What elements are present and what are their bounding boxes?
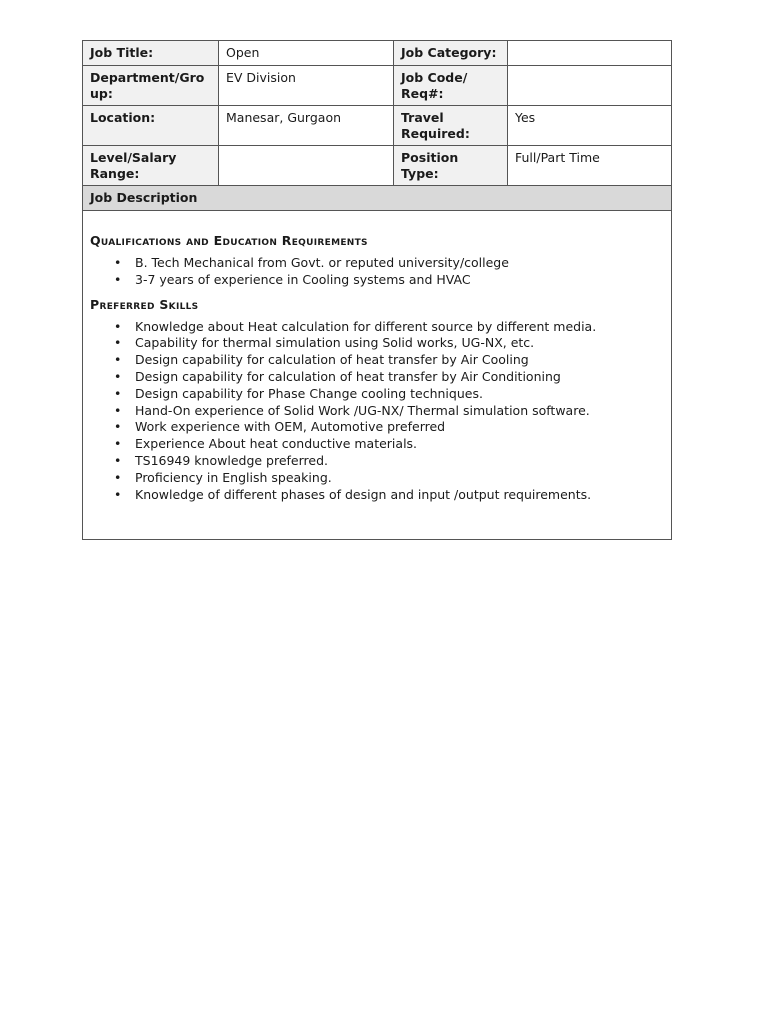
table-row (83, 41, 672, 66)
skill-text: TS16949 knowledge preferred. (135, 452, 328, 468)
bullet-icon: • (114, 469, 122, 485)
bullet-icon: • (114, 385, 122, 401)
job-description-header: Job Description (83, 186, 672, 211)
bullet-icon: • (114, 352, 122, 368)
skill-text: Hand-On experience of Solid Work /UG-NX/ Thermal simulation software. (135, 402, 590, 418)
skill-text: Experience About heat conductive materials. (135, 436, 418, 452)
qualifications-heading: Qualifications and Education Requirements (90, 233, 368, 248)
job-category-value (508, 41, 672, 66)
skill-text: Design capability for calculation of heat transfer by Air Cooling (135, 352, 529, 368)
list-item (90, 272, 664, 289)
list-item (90, 419, 664, 436)
location-label: Location: (83, 106, 219, 146)
job-code-value (508, 66, 672, 106)
job-title-value: Open (219, 41, 394, 66)
position-type-value: Full/Part Time (508, 146, 672, 186)
list-item (90, 386, 664, 403)
level-salary-value (219, 146, 394, 186)
list-item (90, 255, 664, 272)
list-item (90, 470, 664, 487)
job-category-label: Job Category: (394, 41, 508, 66)
bullet-icon: • (114, 419, 122, 435)
job-description-body (83, 211, 672, 540)
skill-text: Knowledge about Heat calculation for different source by different media. (135, 318, 597, 334)
table-row (83, 106, 672, 146)
bullet-icon: • (114, 486, 122, 502)
skill-text: Capability for thermal simulation using Solid works, UG-NX, etc. (135, 335, 535, 351)
qualification-text: 3-7 years of experience in Cooling systems and HVAC (135, 271, 471, 287)
list-item (90, 436, 664, 453)
job-description-header-row (83, 186, 672, 211)
department-value: EV Division (219, 66, 394, 106)
table-row (83, 66, 672, 106)
list-item (90, 335, 664, 352)
position-type-label: Position Type: (394, 146, 508, 186)
department-label: Department/Gro up: (83, 66, 219, 106)
bullet-icon: • (114, 335, 122, 351)
bullet-icon: • (114, 271, 122, 287)
list-item (90, 369, 664, 386)
job-title-label: Job Title: (83, 41, 219, 66)
list-item (90, 319, 664, 336)
preferred-skills-heading: Preferred Skills (90, 296, 199, 312)
list-item (90, 352, 664, 369)
skill-text: Design capability for calculation of heat transfer by Air Conditioning (135, 368, 561, 384)
bullet-icon: • (114, 255, 122, 270)
bullet-icon: • (114, 436, 122, 452)
table-row (83, 146, 672, 186)
job-details-table (82, 40, 672, 540)
bullet-icon: • (114, 452, 122, 468)
travel-required-value: Yes (508, 106, 672, 146)
job-description-body-row (83, 211, 672, 540)
list-item (90, 487, 664, 504)
list-item (90, 403, 664, 420)
bullet-icon: • (114, 318, 122, 334)
list-item (90, 453, 664, 470)
bullet-icon: • (114, 402, 122, 418)
location-value: Manesar, Gurgaon (219, 106, 394, 146)
job-code-label: Job Code/ Req#: (394, 66, 508, 106)
qualifications-list (90, 255, 664, 289)
skill-text: Knowledge of different phases of design and input /output requirements. (135, 486, 592, 502)
bullet-icon: • (114, 368, 122, 384)
skill-text: Design capability for Phase Change cooling techniques. (135, 385, 483, 401)
level-salary-label: Level/Salary Range: (83, 146, 219, 186)
skill-text: Proficiency in English speaking. (135, 469, 332, 485)
skill-text: Work experience with OEM, Automotive preferred (135, 419, 446, 435)
preferred-skills-list (90, 319, 664, 504)
qualification-text: B. Tech Mechanical from Govt. or reputed university/college (135, 255, 509, 270)
travel-required-label: Travel Required: (394, 106, 508, 146)
